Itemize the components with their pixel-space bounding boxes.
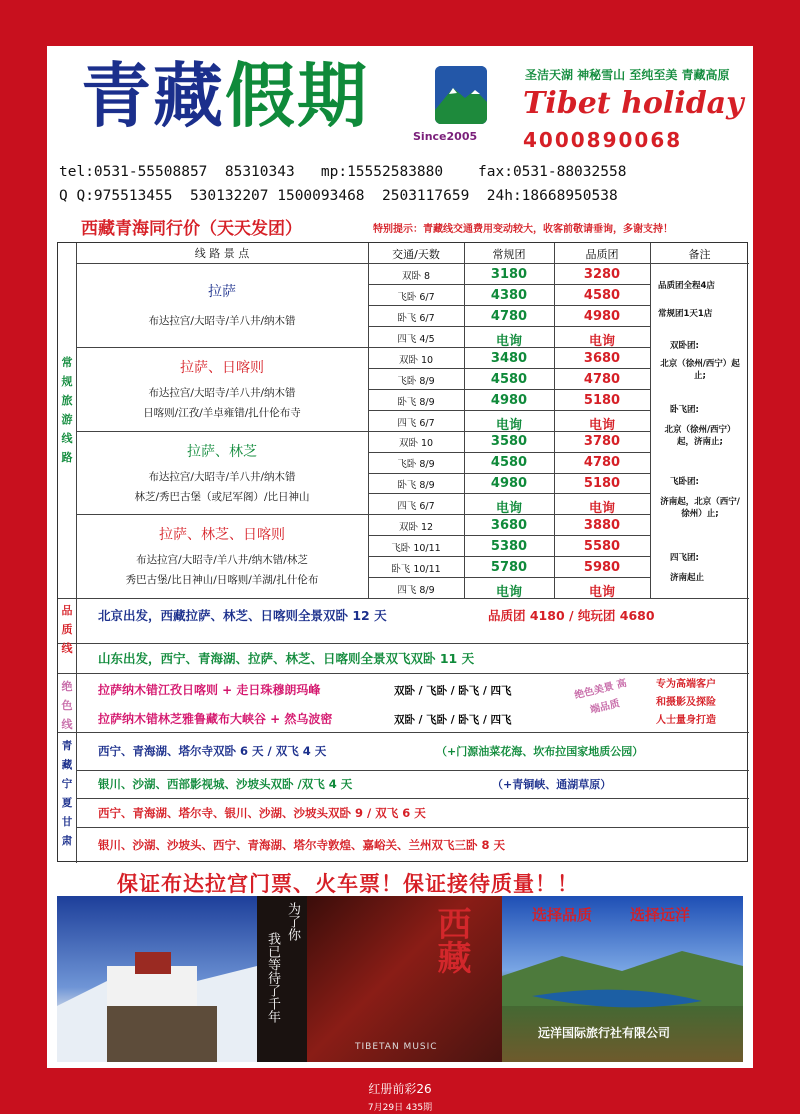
quality-stamp: 绝色美景 高端品质 (573, 677, 628, 717)
poem-line-2: 我已等待了千年 (265, 932, 280, 1023)
unique-route-2: 拉萨纳木错林芝雅鲁藏布大峡谷 + 然乌波密 (98, 712, 333, 726)
since-label: Since2005 (413, 130, 478, 143)
note-text: 四飞团: (670, 553, 699, 563)
hotline-number[interactable]: 4000890068 (523, 128, 683, 152)
guarantee-banner: 保证布达拉宫门票、火车票！保证接待质量！！ (117, 872, 579, 896)
brand-slogan: 圣洁天湖 神秘雪山 至纯至美 青藏高原 (525, 68, 730, 82)
regular-price-cell: 3480 (490, 351, 528, 366)
regular-price-cell: 4580 (490, 372, 528, 387)
qngs-route-2: 银川、沙湖、西部影视城、沙坡头双卧 /双飞 4 天 (98, 777, 353, 791)
transport-cell: 卧飞 6/7 (397, 313, 435, 324)
route-title: 拉萨、日喀则 (180, 360, 264, 376)
unique-line-label: 绝色线 (61, 680, 73, 731)
note-text: 品质团全程4店 (658, 281, 715, 291)
qngs-route-3: 西宁、青海湖、塔尔寺、银川、沙湖、沙坡头双卧 9 / 双飞 6 天 (98, 806, 426, 820)
regular-price-cell: 4980 (490, 393, 528, 408)
regular-price-cell: 4380 (490, 288, 528, 303)
company-name: 远洋国际旅行社有限公司 (538, 1026, 671, 1040)
unique-route-1: 拉萨纳木错江孜日喀则 + 走日珠穆朗玛峰 (98, 683, 321, 697)
contact-line-1: tel:0531-55508857 85310343 mp:15552583880 fax:0531-88032558 (59, 164, 627, 180)
mountain-logo-icon (435, 66, 487, 124)
regular-price-cell: 4980 (490, 476, 528, 491)
premium-price-cell: 3880 (583, 518, 621, 533)
transport-cell: 飞卧 8/9 (397, 376, 435, 387)
promo-line-1: 专为高端客户 (656, 679, 716, 690)
note-text: 北京（徐州/西宁）起，济南止; (664, 425, 736, 447)
promo-line-3: 人士量身打造 (656, 715, 716, 726)
route-scenic: 布达拉宫/大昭寺/羊八井/纳木错 (148, 387, 296, 399)
route-scenic: 秀巴古堡/比日神山/日喀则/羊湖/扎什伦布 (125, 574, 319, 586)
premium-price-cell: 4980 (583, 309, 621, 324)
premium-price-cell: 电询 (588, 585, 615, 600)
regular-price-cell: 5380 (490, 539, 528, 554)
promo-line-2: 和摄影及探险 (656, 697, 716, 708)
transport-cell: 四飞 8/9 (397, 585, 435, 596)
poem-line-1: 为了你 (285, 902, 300, 941)
transport-cell: 四飞 4/5 (397, 334, 435, 345)
transport-cell: 双卧 8 (401, 271, 431, 282)
poem-panel (257, 896, 307, 1062)
potala-palace-photo (57, 896, 257, 1062)
premium-price-cell: 电询 (588, 501, 615, 516)
photo-slogan-a: 选择品质 (532, 906, 593, 924)
premium-price-cell: 5180 (583, 393, 621, 408)
route-scenic: 日喀则/江孜/羊卓雍错/扎什伦布寺 (143, 407, 301, 419)
note-text: 济南起，北京（西宁/徐州）止; (660, 497, 740, 519)
route-scenic: 布达拉宫/大昭寺/羊八井/纳木错 (148, 315, 296, 327)
note-text: 济南起止 (670, 573, 705, 583)
premium-price-cell: 电询 (588, 334, 615, 349)
english-brand-name: Tibet holiday (523, 86, 744, 121)
regular-price-cell: 电询 (495, 334, 522, 349)
transport-cell: 双卧 10 (398, 438, 434, 449)
regular-lines-label: 常规旅游线路 (61, 356, 73, 464)
premium-price-cell: 5980 (583, 560, 621, 575)
header-transport: 交通/天数 (392, 248, 440, 261)
note-text: 双卧团: (670, 341, 699, 351)
transport-cell: 飞卧 10/11 (391, 543, 441, 554)
route-title: 拉萨 (208, 284, 236, 300)
premium-price-cell: 4780 (583, 455, 621, 470)
tibetan-music-photo (307, 896, 502, 1062)
regular-price-cell: 4780 (490, 309, 528, 324)
transport-cell: 卧飞 8/9 (397, 480, 435, 491)
note-text: 飞卧团: (670, 477, 699, 487)
footer-issue: 7月29日 435期 (367, 1103, 433, 1113)
header-notes: 备注 (688, 248, 711, 261)
transport-cell: 卧飞 10/11 (391, 564, 441, 575)
special-notice: 特别提示：青藏线交通费用变动较大，收客前敬请垂询，多谢支持！ (373, 224, 673, 235)
unique-route-2-transport: 双卧 / 飞卧 / 卧飞 / 四飞 (394, 714, 512, 726)
qngs-route-1-extra: （+门源油菜花海、坎布拉国家地质公园） (436, 745, 644, 758)
price-table (57, 242, 748, 862)
regular-price-cell: 3580 (490, 434, 528, 449)
route-scenic: 布达拉宫/大昭寺/羊八井/纳木错/林芝 (136, 554, 308, 566)
music-caption: TIBETAN MUSIC (355, 1042, 438, 1052)
transport-cell: 飞卧 8/9 (397, 459, 435, 470)
qngs-route-4: 银川、沙湖、沙坡头、西宁、青海湖、塔尔寺敦煌、嘉峪关、兰州双飞三卧 8 天 (98, 838, 506, 852)
header-route: 线 路 景 点 (194, 247, 250, 260)
quality-route-2: 山东出发，西宁、青海湖、拉萨、林芝、日喀则全景双飞双卧 11 天 (98, 651, 475, 666)
contact-line-2: Q Q:975513455 530132207 1500093468 2503117659 24h:18668950538 (59, 188, 618, 204)
transport-cell: 四飞 6/7 (397, 501, 435, 512)
note-text: 卧飞团: (670, 405, 699, 415)
route-title: 拉萨、林芝 (187, 444, 257, 460)
premium-price-cell: 3280 (583, 267, 621, 282)
quality-line-label: 品质线 (61, 604, 73, 655)
tibet-calligraphy: 西藏 (431, 906, 471, 974)
qngs-route-1: 西宁、青海湖、塔尔寺双卧 6 天 / 双飞 4 天 (98, 744, 327, 758)
photo-slogan-b: 选择远洋 (630, 906, 691, 924)
regular-price-cell: 3180 (490, 267, 528, 282)
transport-cell: 双卧 12 (398, 522, 434, 533)
footer-page: 红册前彩26 (368, 1082, 432, 1096)
transport-cell: 四飞 6/7 (397, 418, 435, 429)
note-text: 常规团1天1店 (658, 309, 713, 319)
premium-price-cell: 5580 (583, 539, 621, 554)
transport-cell: 卧飞 8/9 (397, 397, 435, 408)
route-title: 拉萨、林芝、日喀则 (159, 527, 285, 543)
premium-price-cell: 3780 (583, 434, 621, 449)
qngs-route-2-extra: （+青铜峡、通湖草原） (492, 778, 612, 791)
lake-landscape-photo (502, 896, 743, 1062)
note-text: 北京（徐州/西宁）起止; (660, 359, 740, 381)
qngs-line-label: 青藏宁夏甘肃 (61, 740, 73, 847)
regular-price-cell: 电询 (495, 585, 522, 600)
premium-price-cell: 5180 (583, 476, 621, 491)
peer-price-title: 西藏青海同行价（天天发团） (81, 219, 302, 239)
quality-route-1: 北京出发，西藏拉萨、林芝、日喀则全景双卧 12 天 (98, 608, 387, 623)
route-scenic: 林芝/秀巴古堡（或尼军阁）/比日神山 (134, 491, 310, 503)
regular-price-cell: 4580 (490, 455, 528, 470)
header-premium: 品质团 (585, 248, 619, 261)
brand-logo-text: 青藏假期 (81, 54, 369, 137)
regular-price-cell: 5780 (490, 560, 528, 575)
regular-price-cell: 3680 (490, 518, 528, 533)
regular-price-cell: 电询 (495, 418, 522, 433)
route-scenic: 布达拉宫/大昭寺/羊八井/纳木错 (148, 471, 296, 483)
premium-price-cell: 4780 (583, 372, 621, 387)
transport-cell: 飞卧 6/7 (397, 292, 435, 303)
premium-price-cell: 3680 (583, 351, 621, 366)
transport-cell: 双卧 10 (398, 355, 434, 366)
quality-route-1-price: 品质团 4180 / 纯玩团 4680 (488, 608, 655, 623)
unique-route-1-transport: 双卧 / 飞卧 / 卧飞 / 四飞 (394, 685, 512, 697)
header-regular: 常规团 (492, 248, 526, 261)
brochure-page (47, 46, 753, 1068)
premium-price-cell: 电询 (588, 418, 615, 433)
regular-price-cell: 电询 (495, 501, 522, 516)
premium-price-cell: 4580 (583, 288, 621, 303)
